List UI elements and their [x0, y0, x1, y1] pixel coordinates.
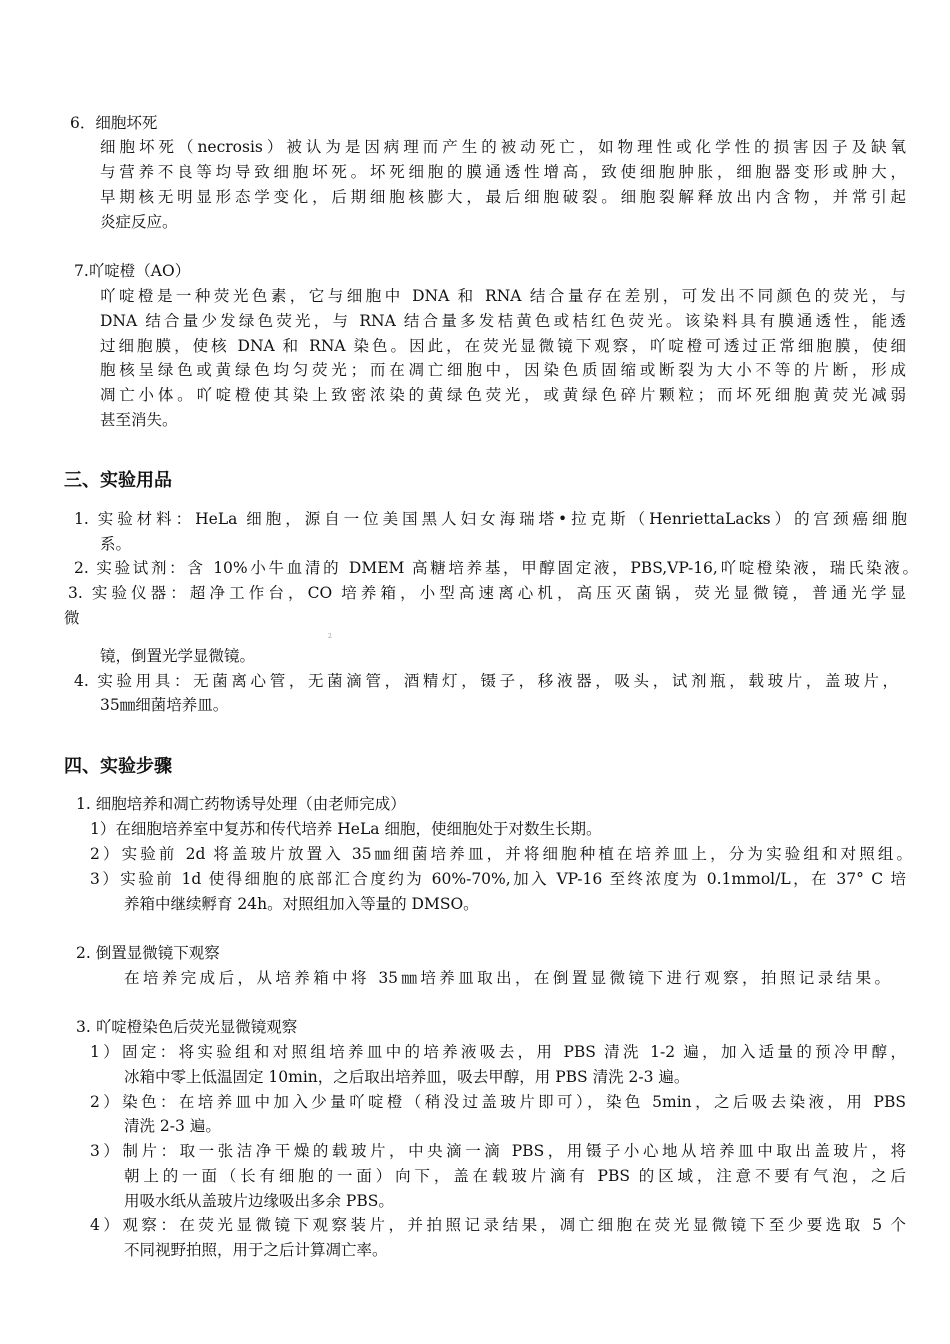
step-3-point-2-line-1: 2）染色：在培养皿中加入少量吖啶橙（稍没过盖玻片即可），染色 5min，之后吸去染液，用 PBS [90, 1093, 906, 1111]
step-3-point-3-line-2: 朝上的一面（长有细胞的一面）向下，盖在载玻片滴有 PBS 的区域，注意不要有气泡，之后 [124, 1167, 906, 1185]
step-1-point-3-line-2: 养箱中继续孵育 24h。对照组加入等量的 DMSO。 [124, 895, 479, 913]
section-6-line-2: 与营养不良等均导致细胞坏死。坏死细胞的膜通透性增高，致使细胞肿胀，细胞器变形或肿大， [100, 163, 906, 181]
step-3-point-3-line-1: 3）制片：取一张洁净干燥的载玻片，中央滴一滴 PBS，用镊子小心地从培养皿中取出盖玻片，将 [90, 1142, 906, 1160]
materials-item-line-1: 1. 实验材料：HeLa 细胞，源自一位美国黑人妇女海瑞塔•拉克斯（HenriettaLacks）的宫颈癌细胞 [74, 510, 907, 528]
section-7-line-4: 胞核呈绿色或黄绿色均匀荧光；而在凋亡细胞中，因染色质固缩或断裂为大小不等的片断，形成 [100, 361, 906, 379]
step-2-paragraph: 在培养完成后，从培养箱中将 35㎜培养皿取出，在倒置显微镜下进行观察，拍照记录结果。 [124, 969, 890, 987]
section-6-title: 6．细胞坏死 [70, 114, 158, 132]
step-3-title: 3. 吖啶橙染色后荧光显微镜观察 [76, 1018, 298, 1036]
reagents-item: 2. 实验试剂：含 10%小牛血清的 DMEM 高糖培养基，甲醇固定液，PBS,VP-16,吖啶橙染液，瑞氏染液。 [74, 559, 918, 577]
step-3-point-4-line-1: 4）观察：在荧光显微镜下观察装片，并拍照记录结果，凋亡细胞在荧光显微镜下至少要选取 5 个 [90, 1216, 906, 1234]
instruments-item-line-2: 微 [64, 609, 80, 627]
step-1-point-1: 1）在细胞培养室中复苏和传代培养 HeLa 细胞，使细胞处于对数生长期。 [90, 820, 602, 838]
section-7-line-2: DNA 结合量少发绿色荧光，与 RNA 结合量多发桔黄色或桔红色荧光。该染料具有膜通透性，能透 [100, 312, 906, 330]
section-7-line-3: 过细胞膜，使核 DNA 和 RNA 染色。因此，在荧光显微镜下观察，吖啶橙可透过正常细胞膜，使细 [100, 337, 906, 355]
section-6-line-1: 细胞坏死（necrosis）被认为是因病理而产生的被动死亡，如物理性或化学性的损害因子及缺氧 [100, 138, 906, 156]
tools-item-line-1: 4. 实验用具：无菌离心管，无菌滴管，酒精灯，镊子，移液器，吸头，试剂瓶，载玻片，盖玻片， [74, 672, 898, 690]
section-6-line-4: 炎症反应。 [100, 213, 178, 231]
step-3-point-2-line-2: 清洗 2-3 遍。 [124, 1117, 221, 1135]
instruments-item-line-3: 镜，倒置光学显微镜。 [100, 647, 256, 665]
step-3-point-1-line-1: 1）固定：将实验组和对照组培养皿中的培养液吸去，用 PBS 清洗 1-2 遍，加入适量的预冷甲醇， [90, 1043, 906, 1061]
step-1-point-3-line-1: 3）实验前 1d 使得细胞的底部汇合度约为 60%-70%,加入 VP-16 至终浓度为 0.1mmol/L，在 37° C 培 [90, 870, 906, 888]
section-6-line-3: 早期核无明显形态学变化，后期细胞核膨大，最后细胞破裂。细胞裂解释放出内含物，并常引起 [100, 188, 906, 206]
tools-item-line-2: 35㎜细菌培养皿。 [100, 696, 229, 714]
instruments-item-line-1: 3. 实验仪器：超净工作台，CO 培养箱，小型高速离心机，高压灭菌锅，荧光显微镜，普通光学显 [68, 584, 906, 602]
section-3-heading: 三、实验用品 [64, 470, 172, 491]
step-2-title: 2. 倒置显微镜下观察 [76, 944, 220, 962]
subscript-mark: 2 [328, 633, 332, 640]
step-3-point-4-line-2: 不同视野拍照，用于之后计算凋亡率。 [124, 1241, 388, 1259]
section-4-heading: 四、实验步骤 [64, 756, 172, 777]
step-3-point-1-line-2: 冰箱中零上低温固定 10min，之后取出培养皿，吸去甲醇，用 PBS 清洗 2-3 遍。 [124, 1068, 690, 1086]
section-7-line-1: 吖啶橙是一种荧光色素，它与细胞中 DNA 和 RNA 结合量存在差别，可发出不同颜色的荧光，与 [100, 287, 906, 305]
materials-item-line-2: 系。 [100, 535, 132, 553]
step-1-title: 1. 细胞培养和凋亡药物诱导处理（由老师完成） [76, 795, 406, 813]
section-7-line-6: 甚至消失。 [100, 411, 178, 429]
step-3-point-3-line-3: 用吸水纸从盖玻片边缘吸出多余 PBS。 [124, 1192, 394, 1210]
section-7-line-5: 凋亡小体。吖啶橙使其染上致密浓染的黄绿色荧光，或黄绿色碎片颗粒；而坏死细胞黄荧光减弱 [100, 386, 906, 404]
step-1-point-2: 2）实验前 2d 将盖玻片放置入 35㎜细菌培养皿，并将细胞种植在培养皿上，分为实验组和对照组。 [90, 845, 912, 863]
section-7-title: 7.吖啶橙（AO） [74, 262, 191, 280]
